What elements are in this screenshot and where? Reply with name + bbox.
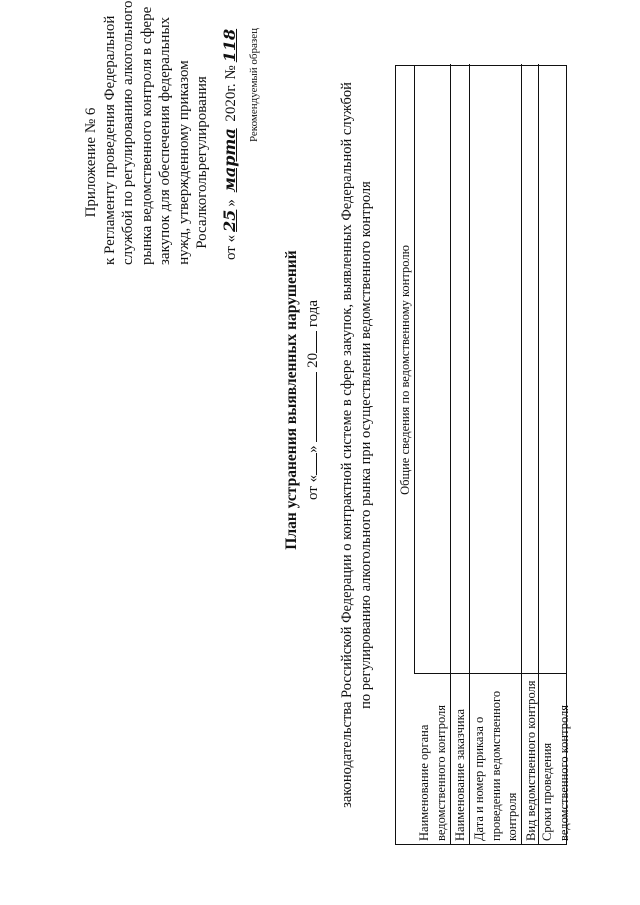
row-divider	[450, 64, 451, 844]
plan-date-line	[303, 250, 322, 550]
appendix-line: Росалкогольрегулирования	[194, 76, 210, 249]
order-reference	[220, 28, 240, 260]
appendix-line: Приложение № 6	[83, 107, 99, 218]
day-blank	[303, 453, 317, 475]
general-info-table	[395, 65, 571, 845]
table-header: Общие сведения по ведомственному контролю	[396, 66, 415, 674]
year-prefix: 20	[305, 352, 321, 368]
order-year: 2020	[223, 91, 239, 122]
year-blank	[303, 331, 317, 353]
legal-line: законодательства Российской Федерации о контрактной системе в сфере закупок, выявленных Федеральной службой	[339, 82, 355, 808]
table-row-label: Наименование органа ведомственного контроля	[417, 704, 448, 841]
appendix-block	[82, 0, 212, 265]
legal-line: по регулированию алкогольного рынка при осуществлении ведомственного контроля	[358, 181, 374, 709]
appendix-line: закупок для обеспечения федеральных	[157, 16, 173, 265]
table-row-label: Наименование заказчика	[453, 708, 467, 841]
table-row-label: Дата и номер приказа о проведении ведомственного контроля	[472, 690, 519, 841]
order-month-handwritten: марта	[220, 128, 239, 193]
row-divider	[469, 64, 470, 844]
appendix-line: службой по регулированию алкогольного	[120, 0, 136, 265]
order-number-prefix: г. №	[223, 65, 239, 92]
sample-note: Рекомендуемый образец	[248, 27, 260, 143]
legal-basis-text	[338, 45, 376, 845]
order-prefix: от «	[223, 234, 239, 260]
month-blank	[303, 372, 317, 442]
row-divider	[521, 64, 522, 844]
date-prefix: от «	[305, 474, 321, 500]
appendix-line: нужд, утвержденному приказом	[175, 60, 192, 265]
order-day-handwritten: 25	[220, 209, 239, 232]
plan-title: План устранения выявленных нарушений	[283, 250, 300, 550]
date-quote: »	[305, 445, 321, 453]
table-row-label: Сроки проведения ведомственного контроля	[540, 704, 571, 841]
order-number-handwritten: 118	[220, 28, 239, 63]
appendix-line: к Регламенту проведения Федеральной	[101, 15, 118, 265]
order-quote: »	[223, 199, 239, 207]
appendix-line: рынка ведомственного контроля в сфере	[138, 6, 155, 265]
year-suffix: года	[305, 300, 321, 328]
table-row-label: Вид ведомственного контроля	[524, 680, 538, 841]
